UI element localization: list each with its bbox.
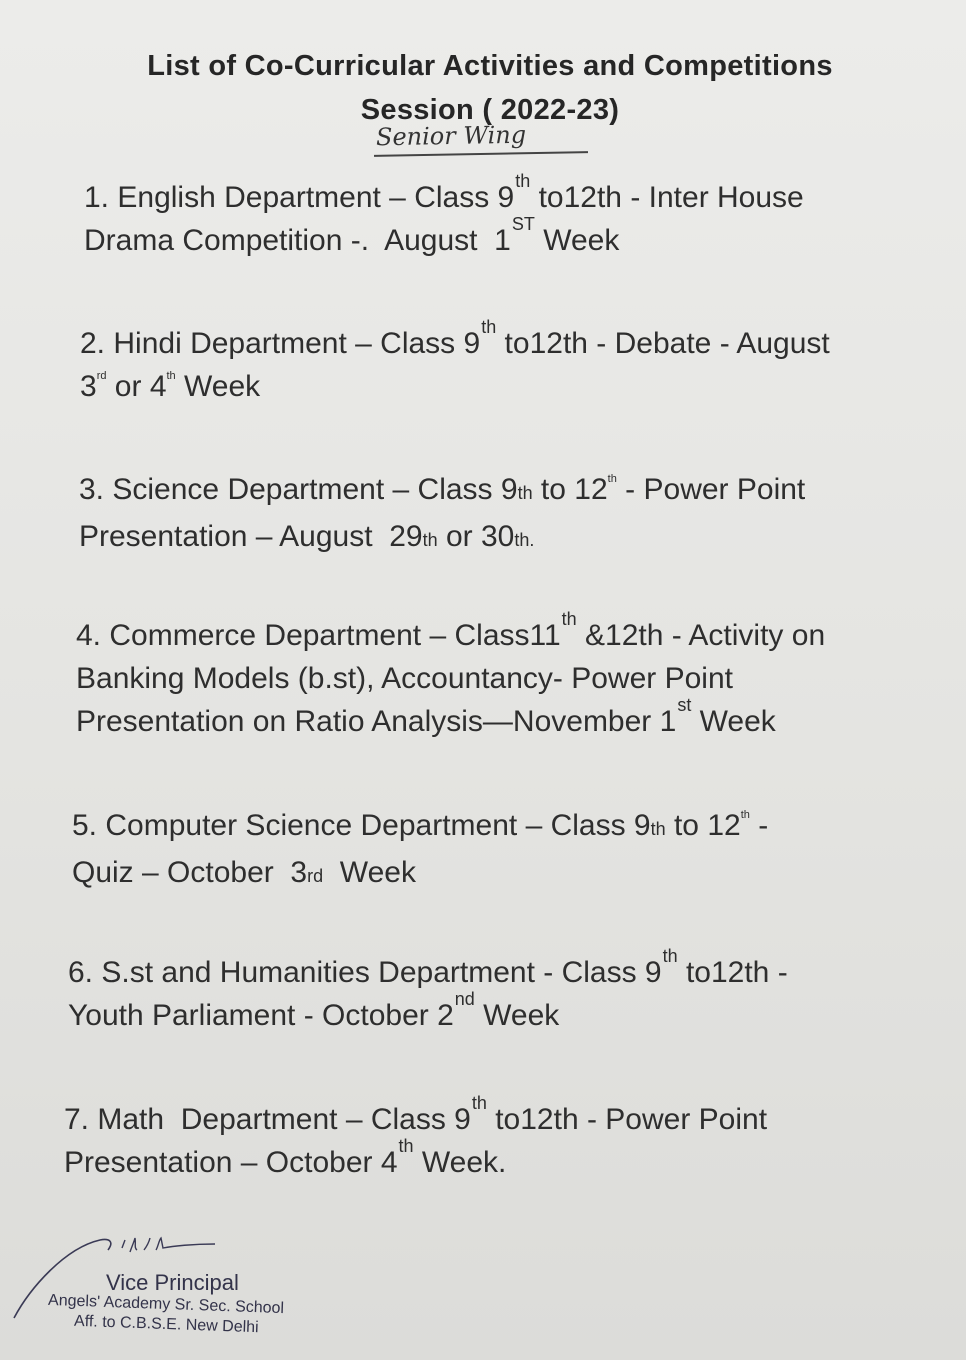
list-item-line: Youth Parliament - October 2nd Week [68,989,560,1032]
list-item-line: 3. Science Department – Class 9th to 12th - Power Point [79,473,806,506]
list-item [68,946,788,1037]
list-item-line: Drama Competition -. August 1ST Week [84,214,620,257]
list-item-line: Presentation – October 4th Week. [64,1136,507,1179]
list-item-line: Presentation on Ratio Analysis—November 1st Week [76,695,776,738]
list-item-line: 7. Math Department – Class 9th to12th - Power Point [64,1093,768,1136]
list-item [79,468,805,562]
session-heading: Session ( 2022-23) [360,94,620,126]
signatory-designation: Vice Principal [106,1270,239,1295]
list-item-line: 4. Commerce Department – Class11th &12th - Activity on [76,609,826,652]
list-item-line: 2. Hindi Department – Class 9th to12th - Debate - August [80,317,830,360]
handwritten-note: Senior Wing [375,120,527,152]
school-stamp-name: Angels' Academy Sr. Sec. School [47,1291,285,1318]
list-item [72,804,768,898]
school-stamp-affiliation: Aff. to C.B.S.E. New Delhi [73,1312,259,1337]
document-title: List of Co-Curricular Activities and Competitions [147,50,833,82]
list-item-line: 3rd or 4th Week [80,370,261,403]
list-item-line: 6. S.st and Humanities Department - Class 9th to12th - [68,946,788,989]
list-item [64,1093,768,1184]
list-item-line: Banking Models (b.st), Accountancy- Power Point [76,662,733,695]
list-item [76,609,826,743]
list-item-line: 1. English Department – Class 9th to12th - Inter House [84,171,804,214]
list-item [84,171,804,262]
list-item [80,317,830,408]
list-item-line: Quiz – October 3rd Week [72,856,416,889]
list-item-line: Presentation – August 29th or 30th. [79,520,535,553]
handwritten-underline [374,151,588,157]
list-item-line: 5. Computer Science Department – Class 9th to 12th - [72,809,769,842]
